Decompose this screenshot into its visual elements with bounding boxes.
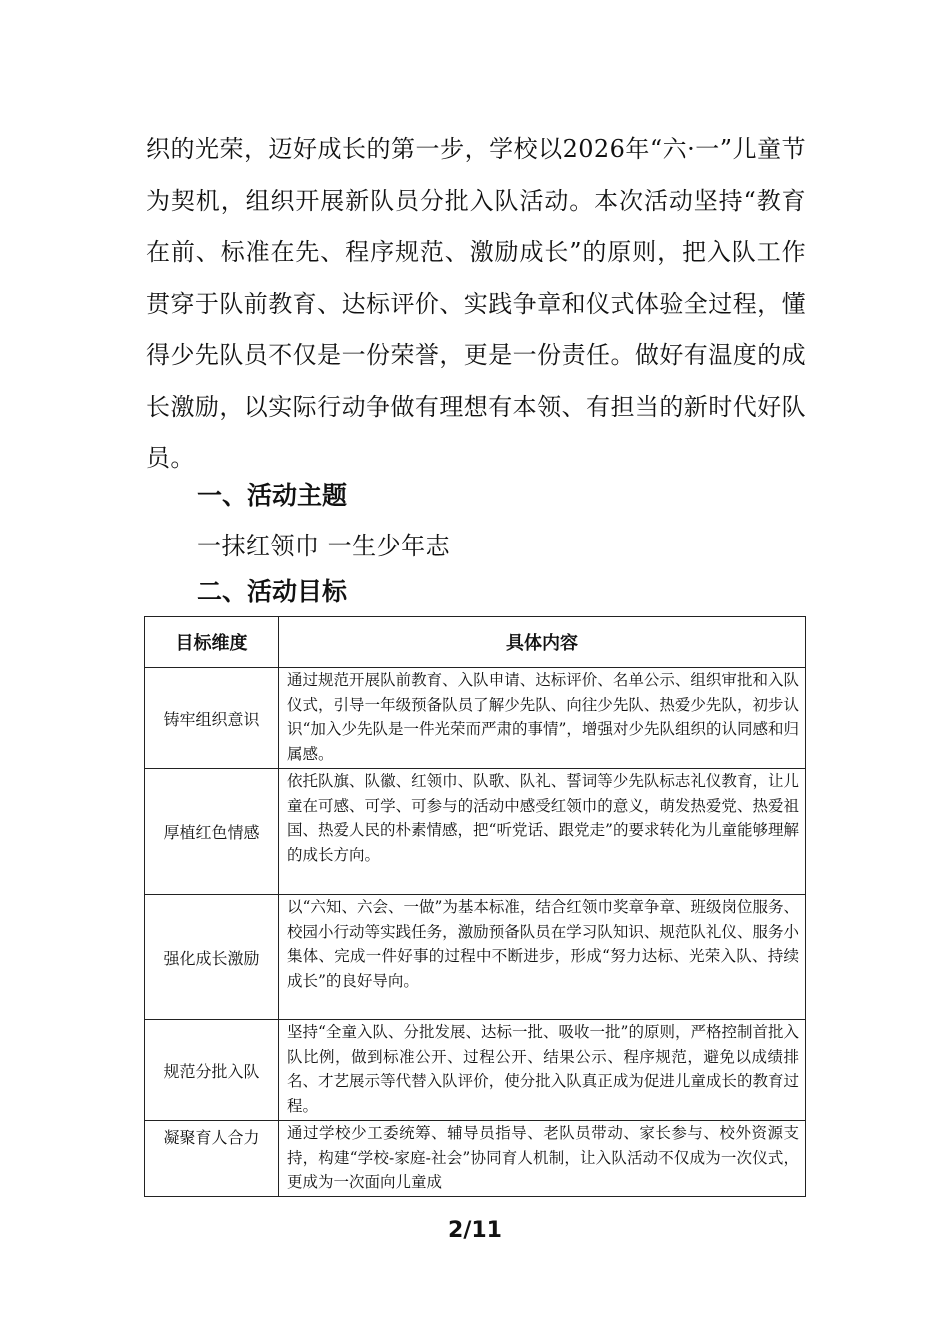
section-heading-goals: 二、活动目标	[197, 577, 348, 606]
dimension-cell: 凝聚育人合力	[145, 1121, 279, 1197]
dimension-cell: 铸牢组织意识	[145, 668, 279, 769]
dimension-cell: 强化成长激励	[145, 895, 279, 1020]
table-row	[145, 1020, 806, 1121]
content-cell: 坚持“全童入队、分批发展、达标一批、吸收一批”的原则，严格控制首批入队比例，做到标准公开、过程公开、结果公示、程序规范，避免以成绩排名、才艺展示等代替入队评价，使分批入队真正成为促进儿童成长的教育过程。	[279, 1020, 806, 1121]
content-cell: 以“六知、六会、一做”为基本标准，结合红领巾奖章争章、班级岗位服务、校园小行动等实践任务，激励预备队员在学习队知识、规范队礼仪、服务小集体、完成一件好事的过程中不断进步，形成“努力达标、光荣入队、持续成长”的良好导向。	[279, 895, 806, 1020]
header-content: 具体内容	[279, 617, 806, 668]
content-cell: 通过规范开展队前教育、入队申请、达标评价、名单公示、组织审批和入队仪式，引导一年级预备队员了解少先队、向往少先队、热爱少先队，初步认识“加入少先队是一件光荣而严肃的事情”，增强对少先队组织的认同感和归属感。	[279, 668, 806, 769]
intro-paragraph: 织的光荣，迈好成长的第一步，学校以2026年“六·一”儿童节为契机，组织开展新队员分批入队活动。本次活动坚持“教育在前、标准在先、程序规范、激励成长”的原则，把入队工作贯穿于队前教育、达标评价、实践争章和仪式体验全过程，懂得少先队员不仅是一份荣誉，更是一份责任。做好有温度的成长激励，以实际行动争做有理想有本领、有担当的新时代好队员。	[146, 135, 806, 472]
dimension-cell: 厚植红色情感	[145, 769, 279, 895]
table-row	[145, 668, 806, 769]
table-row	[145, 769, 806, 895]
section-heading-theme: 一、活动主题	[197, 481, 348, 510]
dimension-cell: 规范分批入队	[145, 1020, 279, 1121]
table-header-row	[145, 617, 806, 668]
header-dimension: 目标维度	[145, 617, 279, 668]
activity-theme-text: 一抹红领巾 一生少年志	[197, 532, 451, 560]
page-number: 2/11	[448, 1218, 502, 1243]
content-cell: 通过学校少工委统筹、辅导员指导、老队员带动、家长参与、校外资源支持，构建“学校-家庭-社会”协同育人机制，让入队活动不仅成为一次仪式，更成为一次面向儿童成	[279, 1121, 806, 1197]
table-row	[145, 895, 806, 1020]
content-cell: 依托队旗、队徽、红领巾、队歌、队礼、誓词等少先队标志礼仪教育，让儿童在可感、可学、可参与的活动中感受红领巾的意义，萌发热爱党、热爱祖国、热爱人民的朴素情感，把“听党话、跟党走”的要求转化为儿童能够理解的成长方向。	[279, 769, 806, 895]
goals-table	[144, 616, 806, 1197]
table-row	[145, 1121, 806, 1197]
